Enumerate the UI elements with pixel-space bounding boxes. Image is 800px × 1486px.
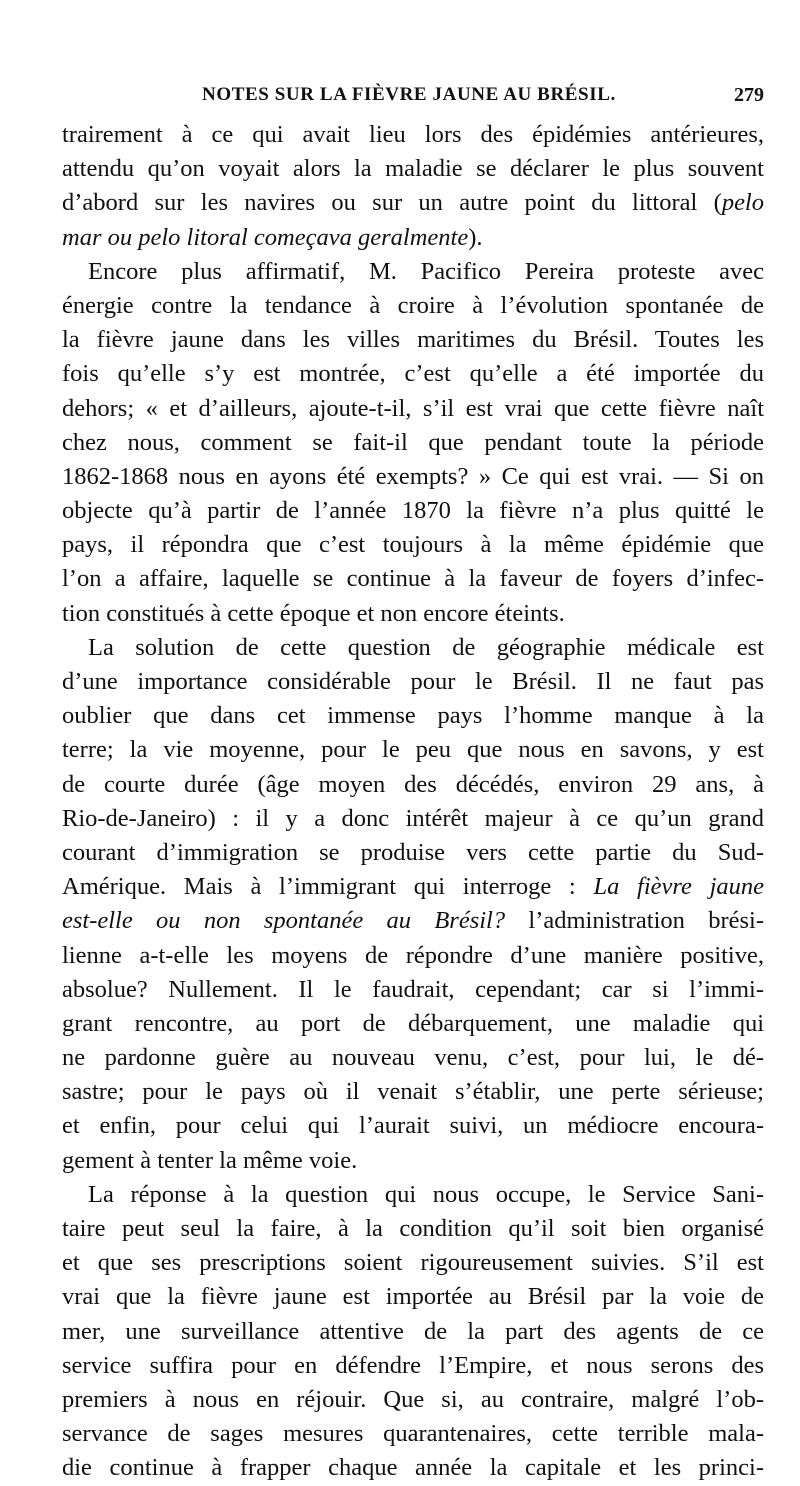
text-line: service suffira pour en défendre l’Empire, et nous serons des	[62, 1351, 764, 1379]
text-line	[62, 904, 764, 938]
text-line: Rio-de-Janeiro) : il y a donc intérêt majeur à ce qu’un grand	[62, 804, 764, 832]
italic-segment: La fièvre jaune	[593, 873, 765, 901]
text-segment: Amérique. Mais à l’immigrant qui interroge :	[62, 873, 594, 901]
text-line: dehors; « et d’ailleurs, ajoute-t-il, s’il est vrai que cette fièvre naît	[62, 394, 764, 422]
paragraph-4	[62, 1178, 764, 1486]
body-text	[62, 118, 764, 1486]
text-segment: ).	[468, 223, 483, 251]
text-line: l’on a affaire, laquelle se continue à la faveur de foyers d’infec-	[62, 565, 764, 593]
text-line: de courte durée (âge moyen des décédés, environ 29 ans, à	[62, 770, 764, 798]
text-line: et que ses prescriptions soient rigoureusement suivies. S’il est	[62, 1249, 764, 1277]
text-line	[62, 221, 764, 255]
text-line	[62, 186, 764, 220]
text-line	[62, 870, 764, 904]
italic-segment: est-elle ou non spontanée au Brésil?	[62, 907, 506, 935]
text-line: courant d’immigration se produise vers cette partie du Sud-	[62, 838, 764, 866]
text-line: 1862-1868 nous en ayons été exempts? » Ce qui est vrai. — Si on	[62, 462, 764, 490]
text-line: ne pardonne guère au nouveau venu, c’est, pour lui, le dé-	[62, 1044, 764, 1072]
text-line: lienne a-t-elle les moyens de répondre d’une manière positive,	[62, 941, 764, 969]
paragraph-1	[62, 118, 764, 255]
page-header	[62, 84, 764, 112]
text-line: absolue? Nullement. Il le faudrait, cependant; car si l’immi-	[62, 975, 764, 1003]
text-line: objecte qu’à partir de l’année 1870 la fièvre n’a plus quitté le	[62, 497, 764, 525]
page-number: 279	[734, 84, 764, 106]
text-line: premiers à nous en réjouir. Que si, au contraire, malgré l’ob-	[62, 1385, 764, 1413]
text-line: taire peut seul la faire, à la condition qu’il soit bien organisé	[62, 1215, 764, 1242]
text-segment: l’administration brési-	[505, 907, 764, 935]
text-line: d’une importance considérable pour le Brésil. Il ne faut pas	[62, 668, 764, 695]
text-line: servance de sages mesures quarantenaires, cette terrible mala-	[62, 1420, 764, 1448]
italic-segment: mar ou pelo litoral começava geralmente	[62, 223, 469, 251]
text-line: grant rencontre, au port de débarquement, une maladie qui	[62, 1009, 764, 1037]
running-title: NOTES SUR LA FIÈVRE JAUNE AU BRÉSIL.	[202, 84, 616, 105]
text-line: terre; la vie moyenne, pour le peu que nous en savons, y est	[62, 736, 764, 764]
text-line: mer, une surveillance attentive de la part des agents de ce	[62, 1317, 764, 1345]
italic-segment: pelo	[721, 189, 764, 217]
text-line: die continue à frapper chaque année la capitale et les princi-	[62, 1454, 764, 1482]
text-line: chez nous, comment se fait-il que pendant toute la période	[62, 428, 764, 456]
text-line: Encore plus affirmatif, M. Pacifico Pereira proteste avec	[88, 257, 764, 285]
text-line: La réponse à la question qui nous occupe, le Service Sani-	[88, 1180, 764, 1208]
text-line: sastre; pour le pays où il venait s’établir, une perte sérieuse;	[62, 1078, 764, 1106]
text-line: attendu qu’on voyait alors la maladie se déclarer le plus souvent	[62, 155, 764, 183]
text-line: trairement à ce qui avait lieu lors des épidémies antérieures,	[62, 121, 764, 148]
text-line: pays, il répondra que c’est toujours à la même épidémie que	[62, 531, 764, 559]
text-line: oublier que dans cet immense pays l’homme manque à la	[62, 702, 764, 730]
text-line: énergie contre la tendance à croire à l’évolution spontanée de	[62, 291, 764, 319]
text-line: fois qu’elle s’y est montrée, c’est qu’elle a été importée du	[62, 360, 764, 388]
text-line: la fièvre jaune dans les villes maritimes du Brésil. Toutes les	[62, 326, 764, 354]
text-line: tion constitués à cette époque et non encore éteints.	[62, 599, 565, 627]
paragraph-3	[62, 631, 764, 1178]
text-line: La solution de cette question de géographie médicale est	[88, 633, 764, 661]
text-segment: d’abord sur les navires ou sur un autre point du littoral (	[62, 189, 722, 217]
text-line: vrai que la fièvre jaune est importée au Brésil par la voie de	[62, 1283, 764, 1311]
paragraph-2	[62, 255, 764, 631]
text-line: gement à tenter la même voie.	[62, 1146, 358, 1174]
text-line: et enfin, pour celui qui l’aurait suivi, un médiocre encoura-	[62, 1112, 764, 1140]
